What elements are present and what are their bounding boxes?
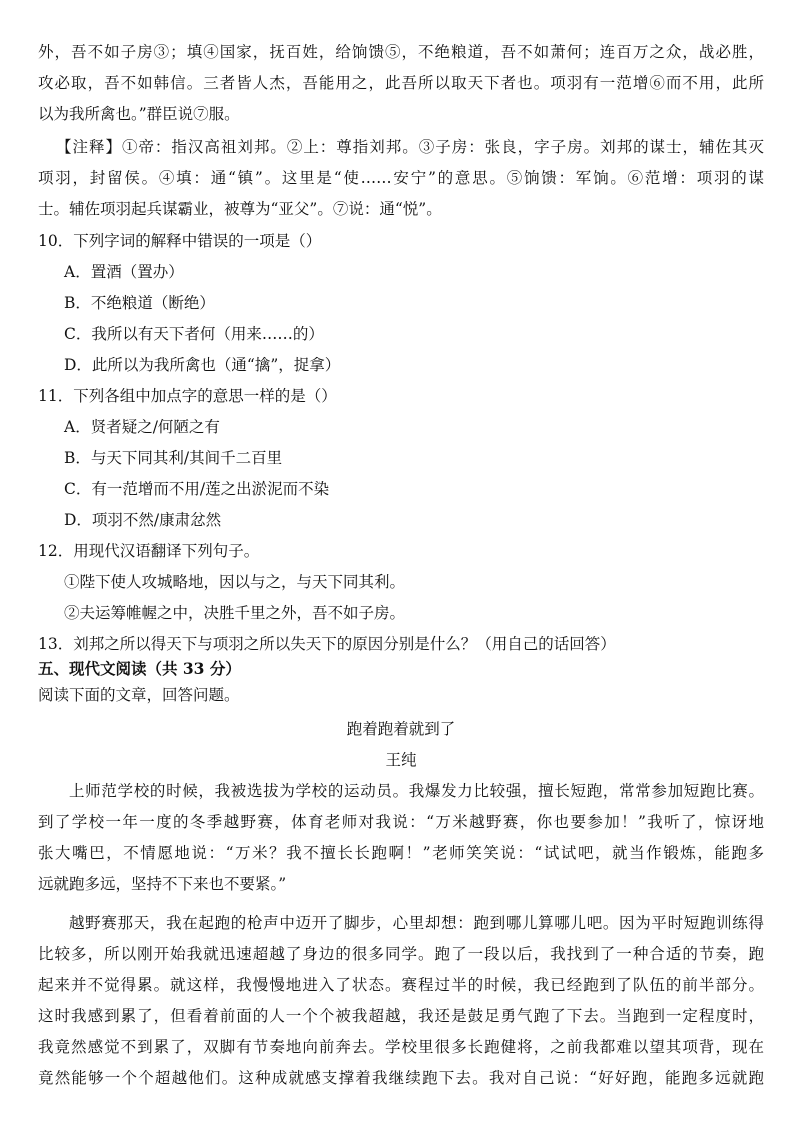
translate-sentence: ②夫运筹帷幄之中，决胜千里之外，吾不如子房。: [64, 604, 406, 622]
passage-line: 外，吾不如子房③；填④国家，抚百姓，给饷馈⑤，不绝粮道，吾不如萧何；连百万之众，战必胜，: [38, 43, 764, 61]
question-12: [38, 536, 764, 629]
section-5: [38, 655, 764, 709]
article: [38, 714, 764, 1094]
answer-option: C．我所以有天下者何（用来……的）: [64, 325, 324, 343]
answer-option: A．置酒（置办）: [64, 263, 184, 281]
paragraph-line: 我竟然感觉不到累了，双脚有节奏地向前奔去。学校里很多长跑健将，之前我都难以望其项背，现在: [38, 1038, 764, 1056]
answer-option: D．此所以为我所禽也（通“擒”，捉拿）: [64, 356, 341, 374]
translate-sentence: ①陛下使人攻城略地，因以与之，与天下同其利。: [64, 573, 406, 591]
passage-line: 以为我所禽也。”群臣说⑦服。: [38, 105, 240, 123]
answer-option: A．贤者疑之/何陋之有: [64, 418, 220, 436]
notes-label: 【注释】: [56, 138, 122, 156]
answer-option: C．有一范增而不用/莲之出淤泥而不染: [64, 480, 330, 498]
question-stem: 12．用现代汉语翻译下列句子。: [38, 542, 260, 560]
notes-line: 项羽，封留侯。④填：通“镇”。这里是“使……安宁”的意思。⑤饷馈：军饷。⑥范增：项羽的谋: [38, 169, 764, 187]
paragraph-line: 竟然能够一个个超越他们。这种成就感支撑着我继续跑下去。我对自己说：“好好跑，能跑多远就跑: [38, 1069, 764, 1087]
notes-line-first: [38, 132, 764, 163]
article-title: 跑着跑着就到了: [346, 720, 456, 738]
paragraph-line: 远就跑多远，坚持不下来也不要紧。”: [38, 875, 287, 893]
article-paragraph: [38, 776, 764, 900]
annotation-notes: [38, 132, 764, 225]
answer-option: D．项羽不然/康肃忿然: [64, 511, 222, 529]
article-paragraph: [38, 908, 764, 1094]
question-stem: 10．下列字词的解释中错误的一项是（）: [38, 232, 322, 250]
paragraph-line: 越野赛那天，我在起跑的枪声中迈开了脚步，心里却想：跑到哪儿算哪儿吧。因为平时短跑训练得: [69, 914, 764, 932]
paragraph-line: 上师范学校的时候，我被选拔为学校的运动员。我爆发力比较强，擅长短跑，常常参加短跑比赛。: [69, 782, 764, 800]
answer-option: B．不绝粮道（断绝）: [64, 294, 215, 312]
question-10: [38, 226, 764, 381]
paragraph-line: 这时我感到累了，但看着前面的人一个个被我超越，我还是鼓足勇气跑了下去。当跑到一定程度时，: [38, 1007, 764, 1025]
answer-option: B．与天下同其利/其间千二百里: [64, 449, 283, 467]
notes-text: ①帝：指汉高祖刘邦。②上：尊指刘邦。③子房：张良，字子房。刘邦的谋士，辅佐其灭: [121, 138, 764, 156]
notes-line: 士。辅佐项羽起兵谋霸业，被尊为“亚父”。⑦说：通“悦”。: [38, 200, 442, 218]
paragraph-line: 比较多，所以刚开始我就迅速超越了身边的很多同学。跑了一段以后，我找到了一种合适的节奏，跑: [38, 945, 764, 963]
article-author: 王纯: [385, 751, 417, 769]
classical-passage: [38, 37, 764, 130]
question-stem: 11．下列各组中加点字的意思一样的是（）: [38, 387, 337, 405]
question-stem: 13．刘邦之所以得天下与项羽之所以失天下的原因分别是什么？（用自己的话回答）: [38, 635, 616, 653]
paragraph-line: 到了学校一年一度的冬季越野赛，体育老师对我说：“万米越野赛，你也要参加！”我听了，惊讶地: [38, 813, 764, 831]
passage-line: 攻必取，吾不如韩信。三者皆人杰，吾能用之，此吾所以取天下者也。项羽有一范增⑥而不用，此所: [38, 74, 764, 92]
section-instruction: 阅读下面的文章，回答问题。: [38, 686, 240, 704]
paragraph-line: 张大嘴巴，不情愿地说：“万米？我不擅长长跑啊！”老师笑笑说：“试试吧，就当作锻炼，能跑多: [38, 844, 764, 862]
paragraph-line: 起来并不觉得累。就这样，我慢慢地进入了状态。赛程过半的时候，我已经跑到了队伍的前半部分。: [38, 976, 764, 994]
section-heading: 五、现代文阅读（共 33 分）: [38, 659, 241, 678]
question-11: [38, 381, 764, 536]
